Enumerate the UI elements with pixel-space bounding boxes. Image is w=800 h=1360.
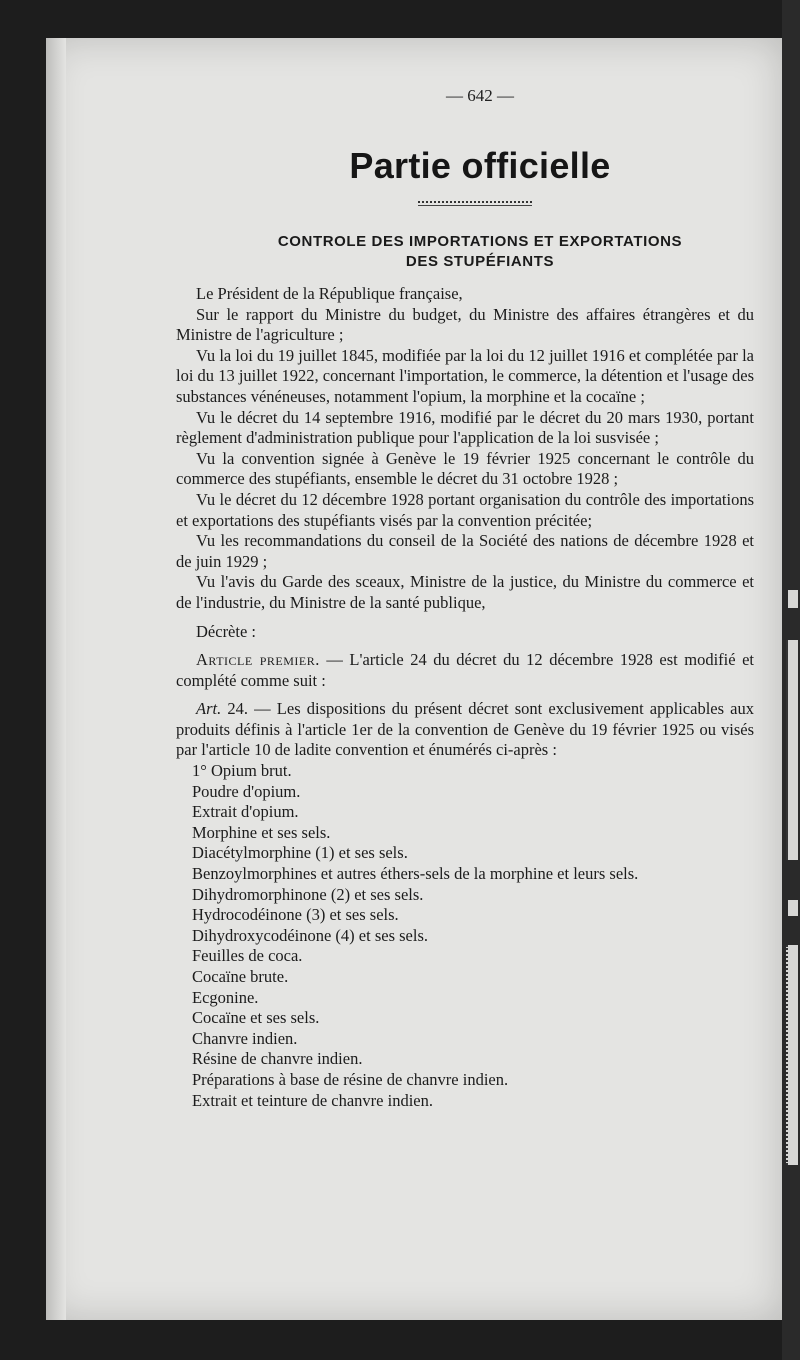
list-item: Dihydromorphinone (2) et ses sels.	[192, 884, 424, 904]
list-item: Benzoylmorphines et autres éthers-sels de la morphine et leurs sels.	[192, 864, 639, 884]
list-item: Cocaïne et ses sels.	[192, 1008, 320, 1028]
list-item: Extrait et teinture de chanvre indien.	[192, 1090, 433, 1110]
article-text: 24. — Les dispositions du présent décret sont exclusivement applicables aux produits définis à l'article 1er de la convention de Genève du 19 février 1925 ou visés par l'article 10 de ladite convention et énumérés ci-après :	[176, 699, 754, 760]
heading-line: DES STUPÉFIANTS	[405, 253, 555, 270]
preamble-paragraph: Vu le décret du 14 septembre 1916, modifié par le décret du 20 mars 1930, portant règlement d'administration publique pour l'application de la loi susvisée ;	[176, 407, 754, 448]
list-item: Résine de chanvre indien.	[192, 1049, 363, 1069]
list-item: Diacétylmorphine (1) et ses sels.	[192, 843, 408, 863]
preamble-paragraph: Vu le décret du 12 décembre 1928 portant organisation du contrôle des importations et exportations des stupéfiants visés par la convention précitée;	[176, 489, 754, 530]
list-item: Ecgonine.	[192, 987, 259, 1007]
title-underline	[418, 201, 532, 203]
preamble-paragraph: Le Président de la République française,	[196, 284, 463, 303]
page-binding-shadow	[46, 38, 66, 1320]
list-item: Extrait d'opium.	[192, 802, 299, 822]
list-item: Chanvre indien.	[192, 1028, 298, 1048]
decree-statement: Décrète :	[196, 621, 256, 641]
page-number: — 642 —	[446, 86, 514, 105]
preamble-paragraph: Vu la convention signée à Genève le 19 février 1925 concernant le contrôle du commerce des stupéfiants, ensemble le décret du 31 octobre 1928 ;	[176, 448, 754, 489]
adjacent-page-fragment	[788, 590, 798, 608]
list-item: 1° Opium brut.	[192, 761, 292, 781]
list-item: Cocaïne brute.	[192, 967, 289, 986]
section-heading	[200, 232, 760, 272]
heading-line: CONTROLE DES IMPORTATIONS ET EXPORTATIONS	[277, 233, 683, 250]
decree-body	[176, 284, 754, 1111]
preamble-paragraph: Sur le rapport du Ministre du budget, du Ministre des affaires étrangères et du Ministre de l'agriculture ;	[176, 304, 754, 345]
article-label: Article premier.	[196, 650, 320, 670]
list-item: Feuilles de coca.	[192, 946, 303, 966]
product-list	[176, 761, 754, 1111]
article-text: — L'article 24 du décret du 12 décembre 1928 est modifié et complété comme suit :	[176, 650, 754, 690]
adjacent-page-fragment	[786, 945, 798, 1165]
preamble-paragraph: Vu la loi du 19 juillet 1845, modifiée par la loi du 12 juillet 1916 et complétée par la loi du 13 juillet 1922, concernant l'importation, le commerce, la détention et l'usage des substances vénéneuses, notamment l'opium, la morphine et la cocaïne ;	[176, 345, 754, 406]
list-item: Dihydroxycodéinone (4) et ses sels.	[192, 925, 428, 945]
article-24	[176, 699, 754, 761]
list-item: Préparations à base de résine de chanvre indien.	[192, 1069, 509, 1089]
adjacent-page-fragment	[788, 900, 798, 916]
title-underline	[418, 205, 532, 206]
list-item: Hydrocodéinone (3) et ses sels.	[192, 905, 399, 925]
list-item: Poudre d'opium.	[192, 781, 301, 801]
article-premier	[176, 650, 754, 691]
preamble-paragraph: Vu les recommandations du conseil de la Société des nations de décembre 1928 et de juin 1929 ;	[176, 531, 754, 571]
list-item: Morphine et ses sels.	[192, 822, 331, 842]
article-label: Art.	[196, 699, 222, 719]
adjacent-page-fragment	[786, 640, 798, 860]
preamble-paragraph: Vu l'avis du Garde des sceaux, Ministre de la justice, du Ministre du commerce et de l'industrie, du Ministre de la santé publique,	[176, 572, 754, 612]
page-title: Partie officielle	[349, 145, 611, 186]
